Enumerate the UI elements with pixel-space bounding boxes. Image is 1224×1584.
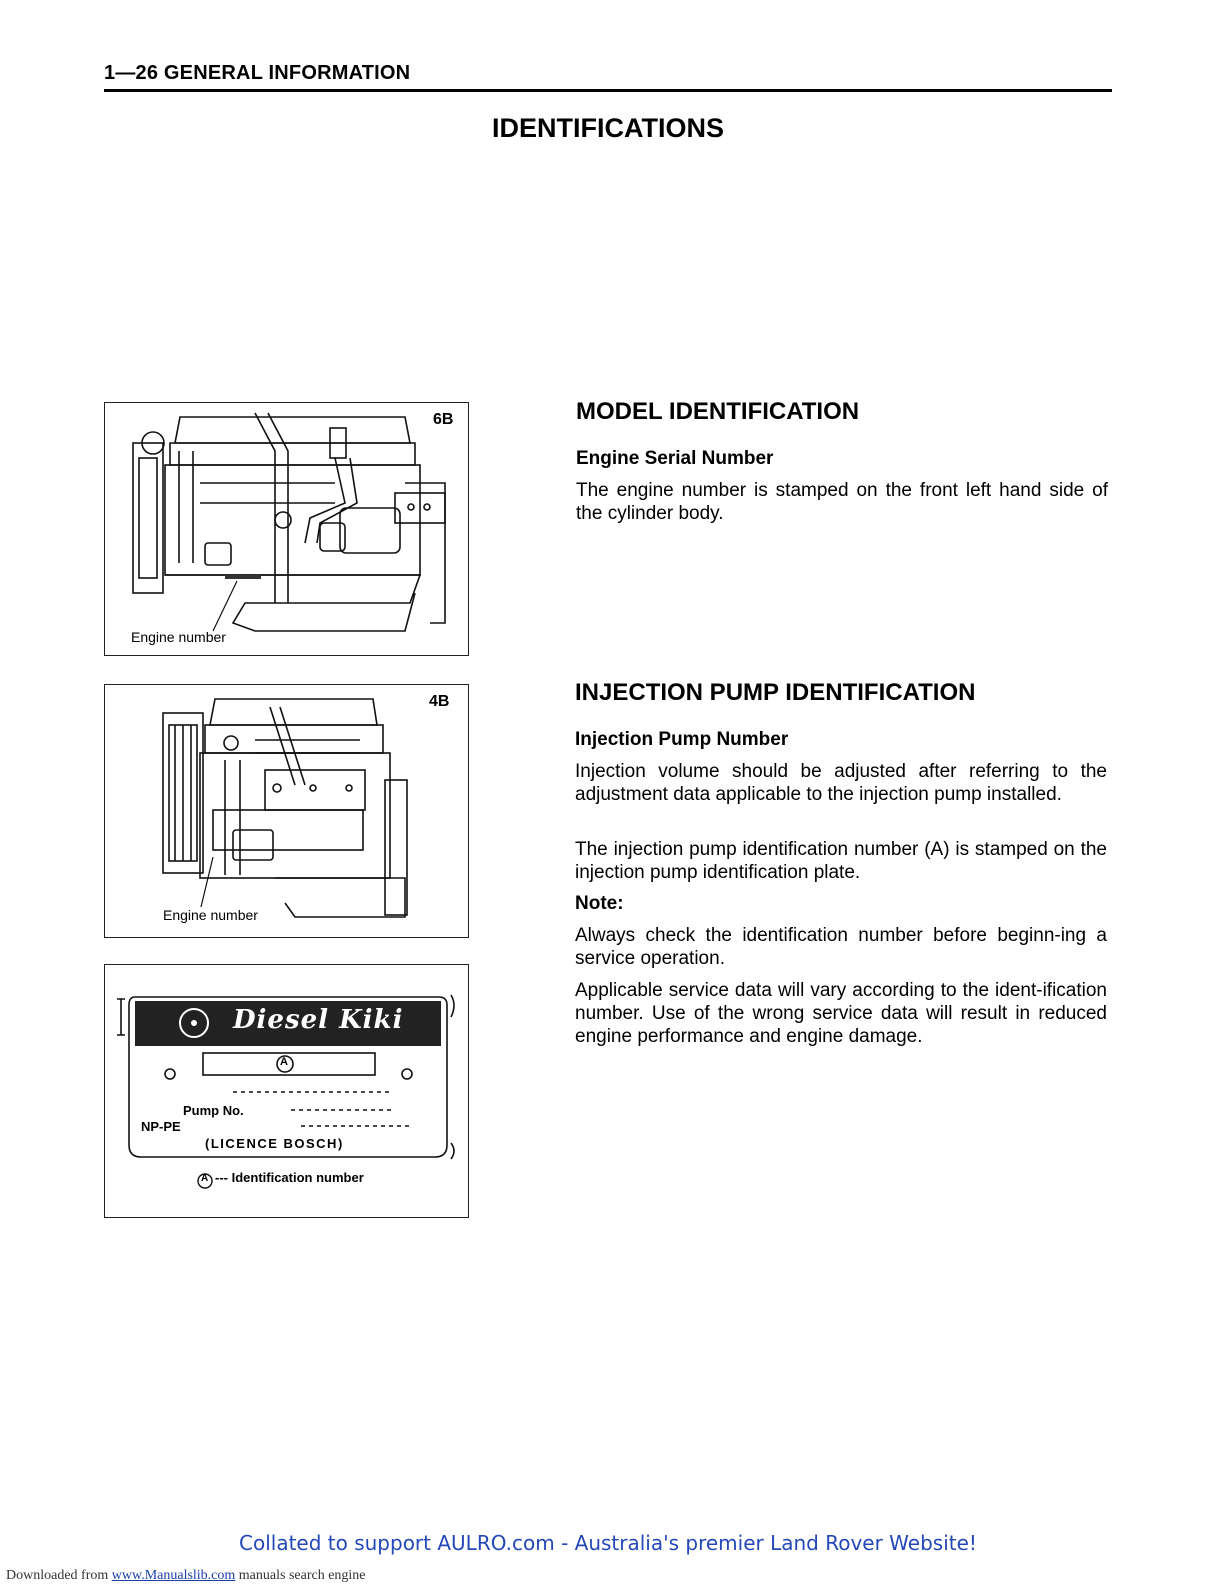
figure-caption-engine-number: Engine number	[131, 629, 226, 645]
pump-plate-brand: Diesel Kiki	[233, 1005, 404, 1035]
legend-marker: A	[201, 1173, 209, 1184]
collated-banner: Collated to support AULRO.com - Australia's premier Land Rover Website!	[239, 1531, 977, 1555]
injection-paragraph-2: The injection pump identification number (A) is stamped on the injection pump identification plate.	[575, 839, 1107, 883]
figure-tag-4b: 4B	[429, 693, 450, 710]
manualslib-link[interactable]: www.Manualslib.com	[111, 1568, 236, 1583]
licence-bosch-label: (LICENCE BOSCH)	[205, 1136, 344, 1151]
note-label: Note:	[575, 893, 624, 914]
figure-caption-engine-number-4b: Engine number	[163, 907, 258, 923]
engine-serial-number-subheading: Engine Serial Number	[576, 448, 774, 469]
running-header: 1—26 GENERAL INFORMATION	[104, 62, 411, 84]
injection-pump-identification-heading: INJECTION PUMP IDENTIFICATION	[575, 679, 976, 706]
note-text: Always check the identification number before beginn-ing a service operation.	[575, 925, 1107, 969]
downloaded-suffix: manuals search engine	[238, 1568, 366, 1583]
injection-paragraph-3: Applicable service data will vary according to the ident-ification number. Use of the wrong service data will result in reduced engine performance and engine damage.	[575, 980, 1107, 1047]
page-title: IDENTIFICATIONS	[492, 113, 724, 143]
pump-model-label: NP-PE	[141, 1119, 181, 1134]
figure-4b-engine	[104, 684, 469, 938]
figure-tag-6b: 6B	[433, 411, 454, 428]
injection-pump-number-subheading: Injection Pump Number	[575, 729, 789, 750]
legend-identification-number: --- Identification number	[215, 1170, 364, 1185]
engine-serial-number-text: The engine number is stamped on the front left hand side of the cylinder body.	[576, 480, 1108, 524]
figure-6b-engine	[104, 402, 469, 656]
pump-plate-marker: A	[280, 1056, 288, 1068]
engine-4b-illustration	[105, 685, 470, 939]
downloaded-prefix: Downloaded from	[6, 1568, 109, 1583]
engine-6b-illustration	[105, 403, 470, 657]
model-identification-heading: MODEL IDENTIFICATION	[576, 398, 860, 425]
header-rule	[104, 89, 1112, 92]
pump-no-label: Pump No.	[183, 1103, 244, 1118]
injection-paragraph-1: Injection volume should be adjusted after referring to the adjustment data applicable to the injection pump installed.	[575, 761, 1107, 805]
figure-pump-plate	[104, 964, 469, 1218]
downloaded-from-note	[6, 1568, 366, 1584]
